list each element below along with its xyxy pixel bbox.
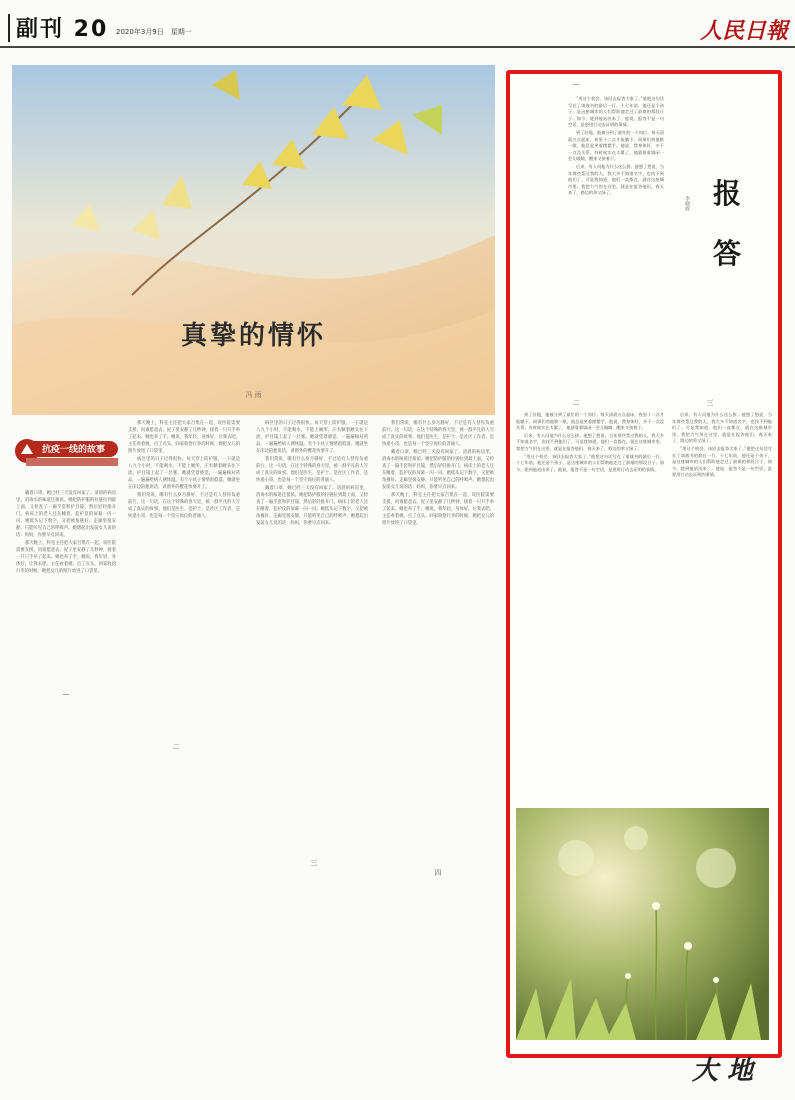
article-paragraph: 到了驻地，他被分到了最忙的一个岗位。每天清晨五点起床，夜里十二点才能躺下。同事们劝他歇一歇，他总是笑着摆摆手。他说，我身体好，多干一点没关系。有时候实在太累了，他就靠着墙闭一会儿眼睛，醒来又接着干。 [516,412,664,431]
article-paragraph: 我们常说，哪有什么岁月静好，不过是有人替你负重前行。这一句话，在这个特殊的春天里，被一群平凡的人写成了真实的故事。他们是医生、是护士、是社区工作者、是快递小哥，也是每一个坚守岗位的普通人。 [256,457,368,483]
article-author: 李晓政 [684,196,690,211]
article-paragraph: 到了驻地，他被分到了最忙的一个岗位。每天清晨五点起床，夜里十二点才能躺下。同事们劝他歇一歇，他总是笑着摆摆手。他说，我身体好，多干一点没关系。有时候实在太累了，他就靠着墙闭一会儿眼睛，醒来又接着干。 [568,129,664,162]
left-article-column-3 [256,420,368,1060]
article-title-char: 报 [713,177,742,210]
hero-author: 冯 雨 [245,391,262,399]
section-title: 副刊 20 [16,17,109,42]
article-paragraph: 病区里的日子过得很快。每天穿上防护服，一干就是八九个小时，不能喝水，不能上厕所。汗水顺着额头往下流，护目镜上起了一层雾。她就凭着感觉，一遍遍核对药品，一遍遍给病人测体温。有个小伙子情绪很低落，她就坐在床边陪他说话，讲窗外的樱花快要开了。 [256,421,368,454]
section-mark: 三 [706,399,714,407]
left-article-column-2 [128,420,240,1060]
section-mark: 三 [310,859,318,867]
article-paragraph: 戴着口罩，她已经三天没有回家了。清晨的病房里，消毒水的味道还很浓。她把防护服的拉链拉到最上面，又检查了一遍手套和护目镜，然后轻轻推开门。病床上的老人还在睡着，监护仪的屏幕一闪一闪。她低头记下数字，又把被角掖好。走廊里很安静，只能听见自己的呼吸声。她想起出发前女儿说的话：妈妈，你要早点回来。 [16,491,116,538]
section-mark: — [62,690,70,698]
badge-sublabel-bar [26,458,118,474]
article-paragraph: “用这个机会，该回去报答大家了。”他把这句话写在了请战书的最后一行。十七年前，他还是个孩子，是这座城市的人们帮助他走过了最难的那段日子。如今，轮到他站出来了。他说，报答不是一句空话，是要用行动去证明的事情。 [672,445,772,478]
ginkgo-illustration [12,65,495,415]
article-paragraph: 病区里的日子过得很快。每天穿上防护服，一干就是八九个小时，不能喝水，不能上厕所。汗水顺着额头往下流，护目镜上起了一层雾。她就凭着感觉，一遍遍核对药品，一遍遍给病人测体温。有个小伙子情绪很低落，她就坐在床边陪他说话，讲窗外的樱花快要开了。 [128,457,240,490]
article-paragraph: “用这个机会，该回去报答大家了。”他把这句话写在了请战书的最后一行。十七年前，他还是个孩子，是这座城市的人们帮助他走过了最难的那段日子。如今，轮到他站出来了。他说，报答不是一句空话，是要用行动去证明的事情。 [516,453,664,472]
section-mark: 二 [572,399,580,407]
masthead-bar [8,14,10,42]
article-paragraph: 后来，有人问他为什么这么拼。他想了想说，当年那些帮过我的人，我大多不知道名字，也找不到他们了。可是我知道，他们一直都在，就在这座城市里。我把力气用在这里，就是在报答他们。春天来了，路边的草又绿了。 [568,163,664,196]
column-badge [14,438,114,474]
article-paragraph: 戴着口罩，她已经三天没有回家了。清晨的病房里，消毒水的味道还很浓。她把防护服的拉链拉到最上面，又检查了一遍手套和护目镜，然后轻轻推开门。病床上的老人还在睡着，监护仪的屏幕一闪一闪。她低头记下数字，又把被角掖好。走廊里很安静，只能听见自己的呼吸声。她想起出发前女儿说的话：妈妈，你要早点回来。 [382,450,494,490]
article-paragraph: 那天晚上，科室主任把大家召集在一起，说医院需要支援，问谁愿意去。屋子里安静了几秒钟，接着一只只手举了起来。她也举了手。她说，我年轻，身体好，让我去吧。主任看着她，点了点头。回家收拾行李的时候，她把女儿的照片放进了口袋里。 [16,541,116,574]
next-page-callout: 大 地 [692,1056,754,1086]
left-article-column-1 [16,490,116,1050]
article-paragraph: 我们常说，哪有什么岁月静好，不过是有人替你负重前行。这一句话，在这个特殊的春天里，被一群平凡的人写成了真实的故事。他们是医生、是护士、是社区工作者、是快递小哥，也是每一个坚守岗位的普通人。 [382,421,494,447]
article-paragraph: 后来，有人问他为什么这么拼。他想了想说，当年那些帮过我的人，我大多不知道名字，也找不到他们了。可是我知道，他们一直都在，就在这座城市里。我把力气用在这里，就是在报答他们。春天来了，路边的草又绿了。 [516,432,664,451]
issue-date: 2020年3月9日 星期一 [116,28,192,36]
newspaper-logo: 人民日報 [700,18,789,44]
highlight-frame [506,70,782,1058]
masthead-rule [0,46,795,48]
article-paragraph: “用这个机会，该回去报答大家了。”他把这句话写在了请战书的最后一行。十七年前，他还是个孩子，是这座城市的人们帮助他走过了最难的那段日子。如今，轮到他站出来了。他说，报答不是一句空话，是要用行动去证明的事情。 [568,96,664,128]
hero-title: 真挚的情怀 [180,321,326,351]
section-mark: — [572,80,580,88]
article-paragraph: 戴着口罩，她已经三天没有回家了。清晨的病房里，消毒水的味道还很浓。她把防护服的拉链拉到最上面，又检查了一遍手套和护目镜，然后轻轻推开门。病床上的老人还在睡着，监护仪的屏幕一闪一闪。她低头记下数字，又把被角掖好。走廊里很安静，只能听见自己的呼吸声。她想起出发前女儿说的话：妈妈，你要早点回来。 [256,486,368,526]
section-mark: 四 [434,869,442,877]
article-paragraph: 我们常说，哪有什么岁月静好，不过是有人替你负重前行。这一句话，在这个特殊的春天里，被一群平凡的人写成了真实的故事。他们是医生、是护士、是社区工作者、是快递小哥，也是每一个坚守岗位的普通人。 [128,493,240,519]
article-paragraph: 那天晚上，科室主任把大家召集在一起，说医院需要支援，问谁愿意去。屋子里安静了几秒钟，接着一只只手举了起来。她也举了手。她说，我年轻，身体好，让我去吧。主任看着她，点了点头。回家收拾行李的时候，她把女儿的照片放进了口袋里。 [128,421,240,454]
badge-sublabel: PERFORMERS · FRONTLINE · EPIDEMIC [30,469,107,474]
badge-label: 抗疫一线的故事 [42,445,106,455]
section-mark: 二 [172,743,180,751]
article-paragraph: 后来，有人问他为什么这么拼。他想了想说，当年那些帮过我的人，我大多不知道名字，也找不到他们了。可是我知道，他们一直都在，就在这座城市里。我把力气用在这里，就是在报答他们。春天来了，路边的草又绿了。 [672,412,772,444]
article-title-char: 答 [713,237,742,270]
masthead [0,0,795,48]
article-paragraph: 那天晚上，科室主任把大家召集在一起，说医院需要支援，问谁愿意去。屋子里安静了几秒钟，接着一只只手举了起来。她也举了手。她说，我年轻，身体好，让我去吧。主任看着她，点了点头。回家收拾行李的时候，她把女儿的照片放进了口袋里。 [382,493,494,526]
hero-illustration [12,65,495,415]
left-article-column-4 [382,420,494,1060]
